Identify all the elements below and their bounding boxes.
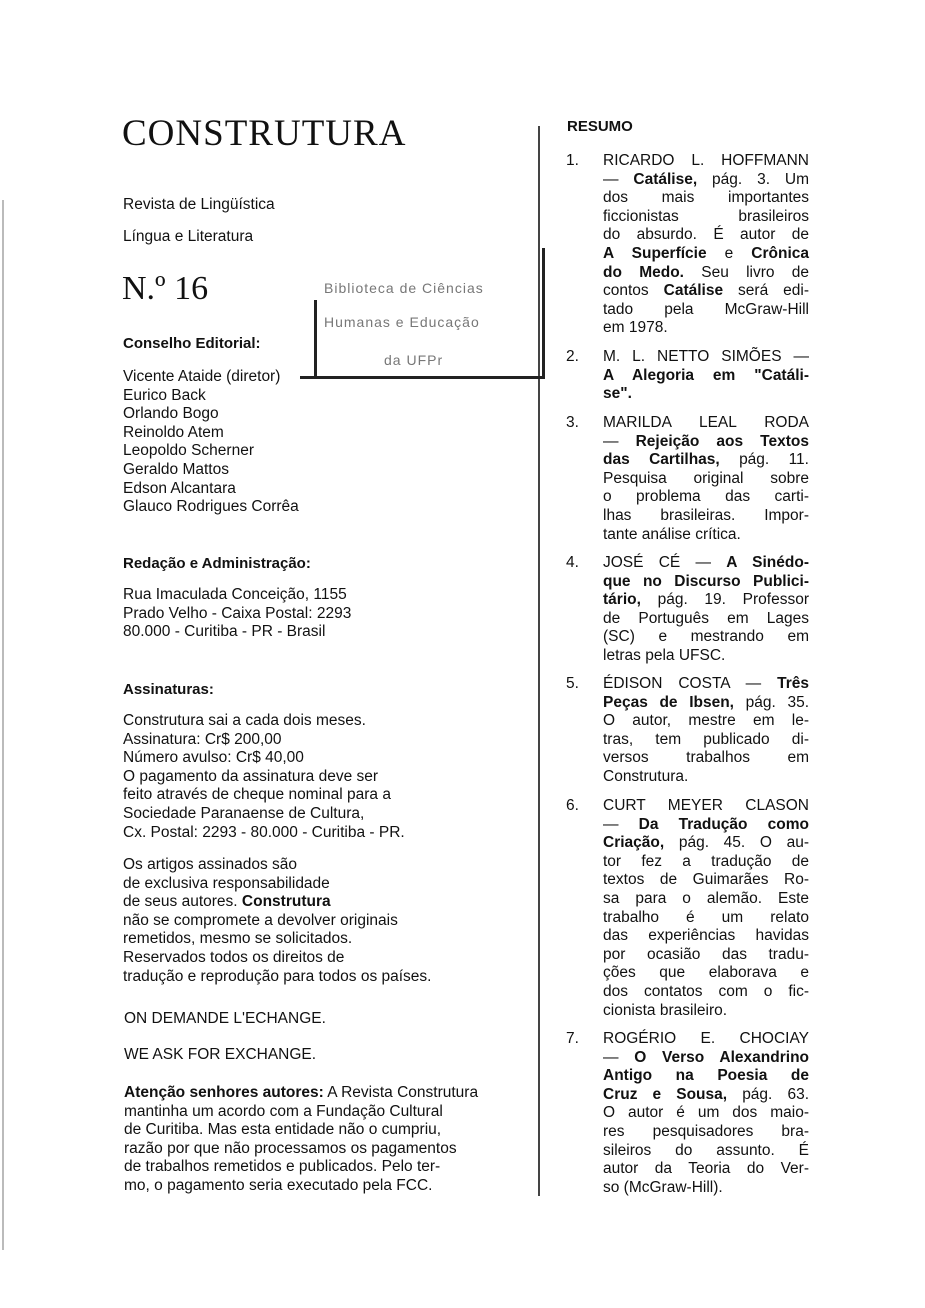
stamp-line-1: Biblioteca de Ciências <box>324 280 484 296</box>
item-line: do absurdo. É autor de <box>603 226 809 244</box>
editorial-member: Vicente Ataide (diretor) <box>123 368 281 385</box>
item-line: dos contatos com o fic- <box>603 982 809 1000</box>
text-span: pág. 45. O au- <box>678 834 810 852</box>
item-line <box>603 433 809 452</box>
item-line: autor da Teoria do Ver- <box>603 1160 809 1178</box>
assinaturas-line: O pagamento da assinatura deve ser <box>123 767 379 785</box>
notice-line <box>124 1084 478 1103</box>
item-line: res pesquisadores bra- <box>603 1122 809 1140</box>
notice-heading: Atenção senhores autores: <box>124 1084 324 1101</box>
redacao-heading: Redação e Administração: <box>123 555 311 572</box>
editorial-member: Reinoldo Atem <box>123 423 224 441</box>
item-number: 4. <box>566 554 579 571</box>
item-line: RICARDO L. HOFFMANN <box>603 152 809 169</box>
text-span: Seu livro de <box>701 263 809 281</box>
disclaimer-line: de exclusiva responsabilidade <box>123 874 330 892</box>
item-line: textos de Guimarães Ro- <box>603 871 809 889</box>
disclaimer-text <box>123 856 431 986</box>
journal-title: CONSTRUTURA <box>122 113 407 154</box>
item-line <box>603 834 809 853</box>
item-line <box>603 591 809 610</box>
assinaturas-heading: Assinaturas: <box>123 681 214 698</box>
stamp-line-2: Humanas e Educação <box>324 314 480 330</box>
item-line: versos trabalhos em <box>603 749 809 767</box>
notice-line: de trabalhos remetidos e publicados. Pelo ter- <box>124 1158 441 1176</box>
redacao-address <box>123 586 351 642</box>
item-line: por ocasião das tradu- <box>603 945 809 963</box>
editorial-member: Glauco Rodrigues Corrêa <box>123 498 299 516</box>
item-line: tras, tem publicado di- <box>603 730 809 748</box>
item-line: O autor, mestre em le- <box>603 712 809 730</box>
item-line: das experiências havidas <box>603 927 809 945</box>
article-title: Rejeição aos Textos <box>635 432 809 450</box>
editorial-heading: Conselho Editorial: <box>123 335 261 352</box>
text-span: pág. 63. <box>742 1085 809 1103</box>
assinaturas-text <box>123 712 405 842</box>
article-title: Três <box>777 675 809 692</box>
item-line: so (McGraw-Hill). <box>603 1178 723 1196</box>
item-line: trabalho é um relato <box>603 908 809 926</box>
item-line <box>603 554 809 573</box>
editorial-members <box>123 368 299 517</box>
article-title: Antigo na Poesia de <box>603 1067 809 1085</box>
item-number: 7. <box>566 1030 579 1047</box>
article-title: O Verso Alexandrino <box>634 1048 810 1066</box>
item-line: M. L. NETTO SIMÕES — <box>603 348 809 365</box>
exchange-english: WE ASK FOR EXCHANGE. <box>124 1046 317 1063</box>
article-title: que no Discurso Publici- <box>603 572 809 590</box>
item-number: 2. <box>566 348 579 365</box>
item-line: O autor é um dos maio- <box>603 1104 809 1122</box>
disclaimer-line: remetidos, mesmo se solicitados. <box>123 930 353 948</box>
text-span: pág. 35. <box>745 693 809 711</box>
item-line: em 1978. <box>603 319 668 337</box>
assinaturas-line: Sociedade Paranaense de Cultura, <box>123 804 365 822</box>
assinaturas-line: Construtura sai a cada dois meses. <box>123 712 366 729</box>
item-line: Construtura. <box>603 767 689 785</box>
item-line: ções que elaborava e <box>603 964 809 982</box>
item-line: cionista brasileiro. <box>603 1001 728 1019</box>
item-line <box>603 694 809 713</box>
item-line: tante análise crítica. <box>603 525 741 543</box>
item-line: Pesquisa original sobre <box>603 469 809 487</box>
exchange-french: ON DEMANDE L'ECHANGE. <box>124 1010 326 1027</box>
text-span: ÉDISON COSTA — <box>603 675 762 692</box>
article-title: Da Tradução como <box>638 815 809 833</box>
article-title: tário, <box>603 591 641 609</box>
item-line: ficcionistas brasileiros <box>603 207 809 225</box>
article-title: Catálise, <box>633 170 698 188</box>
item-line: sileiros do assunto. É <box>603 1141 809 1159</box>
item-body <box>603 348 809 404</box>
item-line: CURT MEYER CLASON <box>603 797 809 814</box>
book-title: Catálise <box>663 282 724 300</box>
disclaimer-line: Os artigos assinados são <box>123 856 298 873</box>
item-line: de Português em Lages <box>603 609 809 627</box>
assinaturas-line: Cx. Postal: 2293 - 80.000 - Curitiba - PR. <box>123 823 405 841</box>
article-title: se". <box>603 385 632 403</box>
text-span: — <box>603 1048 619 1066</box>
editorial-member: Eurico Back <box>123 386 206 404</box>
library-stamp <box>300 248 545 379</box>
address-line: 80.000 - Curitiba - PR - Brasil <box>123 623 326 641</box>
book-title: A Superfície <box>603 244 707 262</box>
article-title: A Alegoria em "Catáli- <box>603 366 809 384</box>
item-line: letras pela UFSC. <box>603 646 726 664</box>
item-body <box>603 152 809 338</box>
text-span: e <box>724 244 734 262</box>
stamp-border <box>314 300 317 378</box>
item-line <box>603 451 809 470</box>
disclaimer-line: Reservados todos os direitos de <box>123 948 345 966</box>
article-title: A Sinédo- <box>726 554 809 571</box>
item-line <box>603 264 809 283</box>
journal-subtitle-2: Língua e Literatura <box>123 228 254 245</box>
item-body <box>603 675 809 787</box>
item-line <box>603 1086 809 1105</box>
text-span: contos <box>603 282 649 300</box>
disclaimer-line <box>123 893 431 912</box>
item-body <box>603 414 809 544</box>
scan-edge-mark <box>2 200 4 1250</box>
item-line <box>603 245 809 264</box>
notice-line: mantinha um acordo com a Fundação Cultural <box>124 1102 443 1120</box>
resumo-heading: RESUMO <box>567 118 633 135</box>
authors-notice <box>124 1084 478 1196</box>
disclaimer-text-span: de seus autores. <box>123 893 238 911</box>
item-body <box>603 554 809 666</box>
issue-number: N.º 16 <box>122 270 209 307</box>
text-span: JOSÉ CÉ — <box>603 554 712 571</box>
item-number: 6. <box>566 797 579 814</box>
disclaimer-journal-name: Construtura <box>241 893 331 911</box>
disclaimer-line: não se compromete a devolver originais <box>123 911 398 929</box>
editorial-member: Geraldo Mattos <box>123 460 229 478</box>
item-number: 3. <box>566 414 579 431</box>
stamp-line-3: da UFPr <box>384 352 444 368</box>
text-span: — <box>603 170 619 188</box>
item-line <box>603 1049 809 1068</box>
item-line <box>603 282 809 301</box>
book-title: Crônica <box>751 244 809 262</box>
item-line: sa para o alemão. Este <box>603 889 809 907</box>
item-line: tor fez a tradução de <box>603 852 809 870</box>
item-line: dos mais importantes <box>603 189 809 207</box>
notice-line: mo, o pagamento seria executado pela FCC. <box>124 1176 433 1194</box>
item-number: 1. <box>566 152 579 169</box>
text-span: — <box>603 815 619 833</box>
item-line: (SC) e mestrando em <box>603 628 809 646</box>
article-title: Peças de Ibsen, <box>603 693 734 711</box>
text-span: pág. 11. <box>739 451 809 469</box>
assinaturas-line: Número avulso: Cr$ 40,00 <box>123 749 304 767</box>
item-line: o problema das carti- <box>603 488 809 506</box>
item-body <box>603 1030 809 1197</box>
item-line: tado pela McGraw-Hill <box>603 300 809 318</box>
editorial-member: Leopoldo Scherner <box>123 442 254 460</box>
text-span: — <box>603 432 619 450</box>
item-line <box>603 816 809 835</box>
item-number: 5. <box>566 675 579 692</box>
article-title: Criação, <box>603 834 665 852</box>
assinaturas-line: feito através de cheque nominal para a <box>123 786 391 804</box>
item-line: ROGÉRIO E. CHOCIAY <box>603 1030 809 1047</box>
disclaimer-line: tradução e reprodução para todos os países. <box>123 967 432 985</box>
item-body <box>603 797 809 1020</box>
item-line <box>603 171 809 190</box>
item-line: lhas brasileiras. Impor- <box>603 506 809 524</box>
assinaturas-line: Assinatura: Cr$ 200,00 <box>123 730 282 748</box>
editorial-member: Orlando Bogo <box>123 405 219 423</box>
notice-text-span: A Revista Construtura <box>327 1084 479 1101</box>
item-line <box>603 675 809 694</box>
journal-subtitle: Revista de Lingüística <box>123 196 275 213</box>
article-title: Cruz e Sousa, <box>603 1085 728 1103</box>
address-line: Prado Velho - Caixa Postal: 2293 <box>123 604 352 622</box>
text-span: será edi- <box>738 282 809 300</box>
address-line: Rua Imaculada Conceição, 1155 <box>123 586 347 603</box>
text-span: pág. 19. Professor <box>657 591 809 609</box>
article-title: das Cartilhas, <box>603 451 720 469</box>
book-title: do Medo. <box>603 263 684 281</box>
item-line: MARILDA LEAL RODA <box>603 414 809 431</box>
text-span: pág. 3. Um <box>712 170 810 188</box>
notice-line: razão por que não processamos os pagamentos <box>124 1139 457 1157</box>
notice-line: de Curitiba. Mas esta entidade não o cumpriu, <box>124 1121 442 1139</box>
editorial-member: Edson Alcantara <box>123 479 236 497</box>
